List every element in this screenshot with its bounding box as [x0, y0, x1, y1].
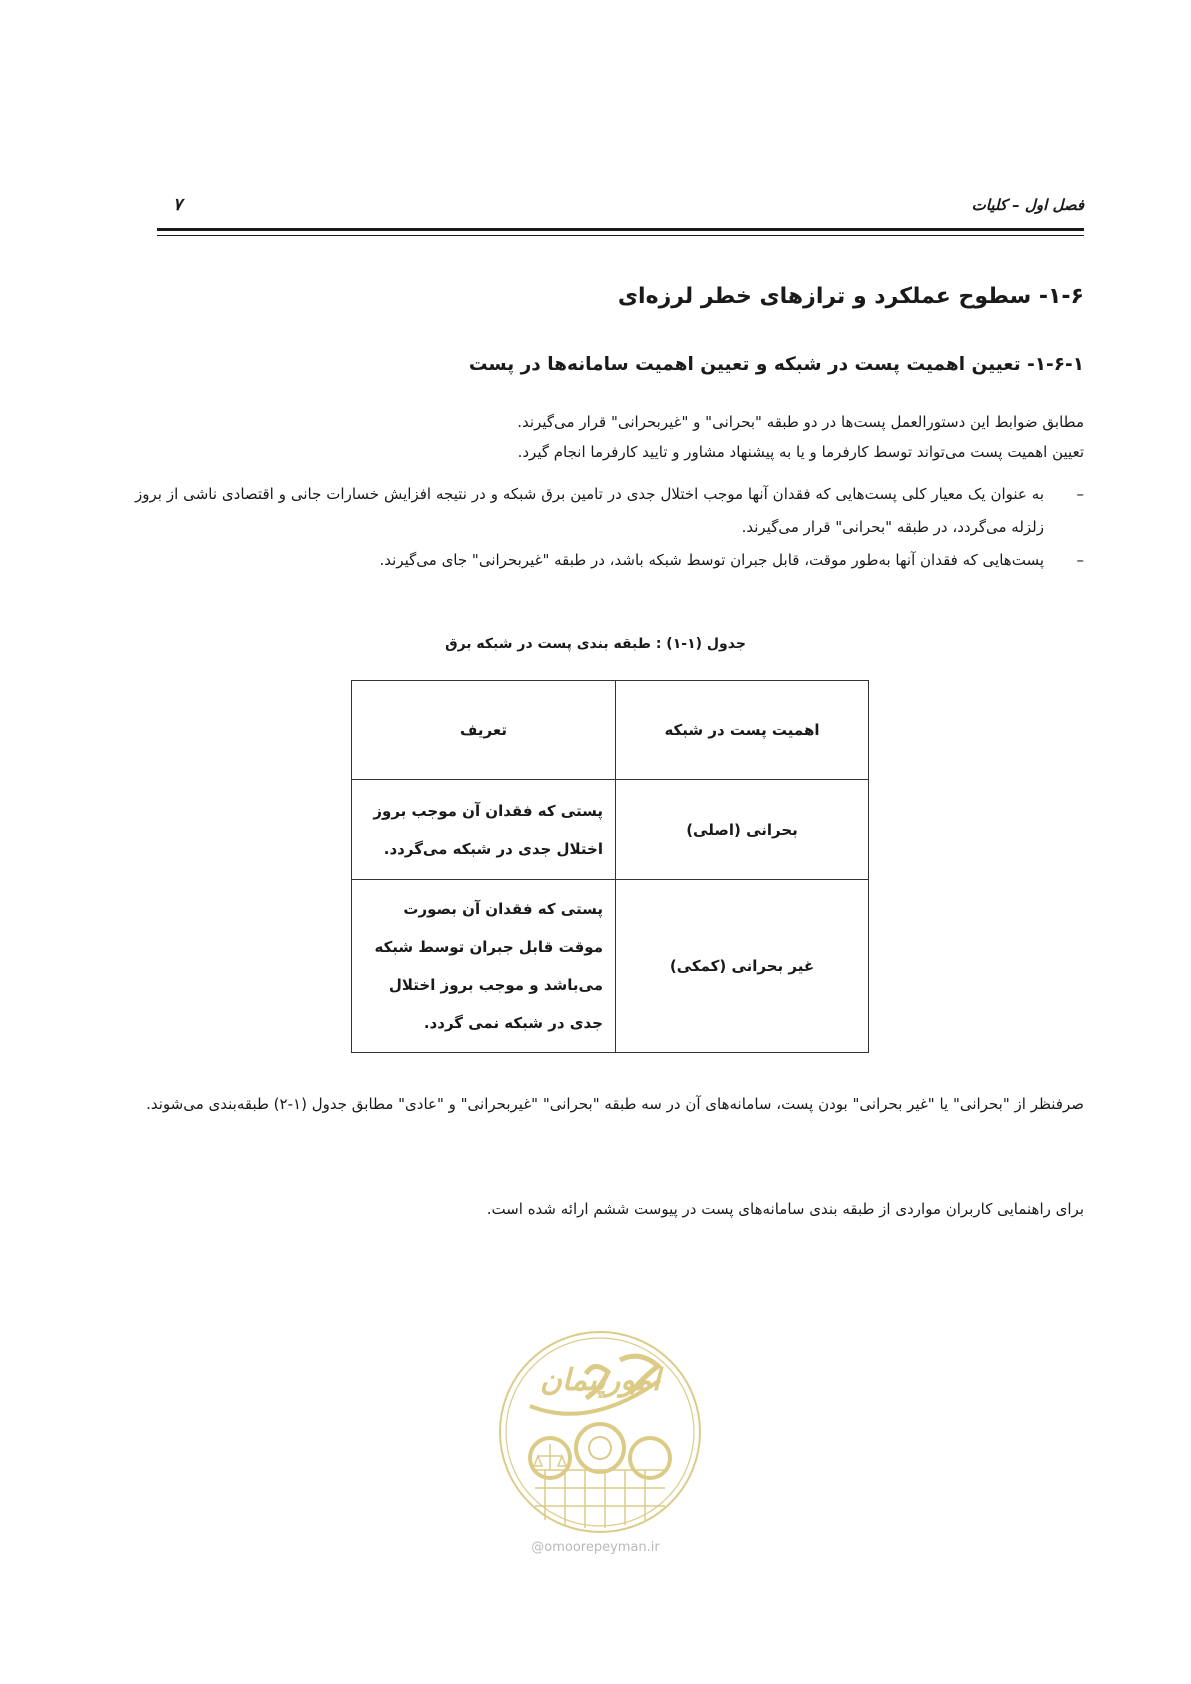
cell-importance: غیر بحرانی (کمکی): [616, 880, 869, 1053]
bullet-dash: –: [1076, 551, 1084, 569]
header-rule-thin: [157, 235, 1084, 236]
watermark-calligraphy: امورپیمان: [539, 1363, 661, 1398]
table-caption: جدول (۱-۱) : طبقه بندی پست در شبکه برق: [445, 636, 746, 652]
subsection-title: ۱-۶-۱- تعیین اهمیت پست در شبکه و تعیین اهمیت سامانه‌ها در پست: [468, 354, 1084, 375]
paragraph-1: مطابق ضوابط این دستورالعمل پست‌ها در دو طبقه "بحرانی" و "غیربحرانی" قرار می‌گیرند.: [517, 413, 1084, 431]
table-row: [352, 780, 869, 880]
paragraph-3: صرفنظر از "بحرانی" یا "غیر بحرانی" بودن پست، سامانه‌های آن در سه طبقه "بحرانی" "غیربحرانی" و "عادی" مطابق جدول (۱-۲) طبقه‌بندی می‌شوند.: [146, 1095, 1084, 1113]
bullet-dash: –: [1076, 485, 1084, 503]
header-definition: تعریف: [352, 681, 616, 780]
table-row: [352, 880, 869, 1053]
section-title: ۱-۶- سطوح عملکرد و ترازهای خطر لرزه‌ای: [617, 284, 1084, 309]
gear-icon: [576, 1424, 624, 1472]
cell-importance: بحرانی (اصلی): [616, 780, 869, 880]
bullet-item: [135, 544, 1084, 577]
bullet-item: [135, 478, 1084, 544]
page-number: ۷: [173, 195, 183, 215]
classification-table: [351, 680, 869, 1053]
watermark-ring: [500, 1332, 700, 1532]
scale-icon: [534, 1444, 566, 1470]
cell-definition: پستی که فقدان آن موجب بروز اختلال جدی در شبکه می‌گردد.: [352, 780, 616, 880]
bullet-text: به عنوان یک معیار کلی پست‌هایی که فقدان آنها موجب اختلال جدی در تامین برق شبکه و در نتیجه افزایش خسارات جانی و اقتصادی ناشی از بروز زلزله می‌گردد، در طبقه "بحرانی" قرار می‌گیرند.: [135, 485, 1044, 536]
table-header-row: [352, 681, 869, 780]
gear-icon: [630, 1438, 670, 1478]
bullet-list: [135, 478, 1084, 577]
bullet-text: پست‌هایی که فقدان آنها به‌طور موقت، قابل جبران توسط شبکه باشد، در طبقه "غیربحرانی" جای می‌گیرند.: [379, 551, 1044, 569]
running-title: فصل اول – کلیات: [971, 196, 1084, 214]
watermark-site: @omoorepeyman.ir: [531, 1540, 660, 1555]
header-rule-thick: [157, 228, 1084, 231]
header-importance: اهمیت پست در شبکه: [616, 681, 869, 780]
paragraph-2: تعیین اهمیت پست می‌تواند توسط کارفرما و یا به پیشنهاد مشاور و تایید کارفرما انجام گیرد.: [517, 443, 1084, 461]
cell-definition: پستی که فقدان آن بصورت موقت قابل جبران توسط شبکه می‌باشد و موجب بروز اختلال جدی در شبکه نمی گردد.: [352, 880, 616, 1053]
paragraph-4: برای راهنمایی کاربران مواردی از طبقه بندی سامانه‌های پست در پیوست ششم ارائه شده است.: [486, 1200, 1084, 1218]
